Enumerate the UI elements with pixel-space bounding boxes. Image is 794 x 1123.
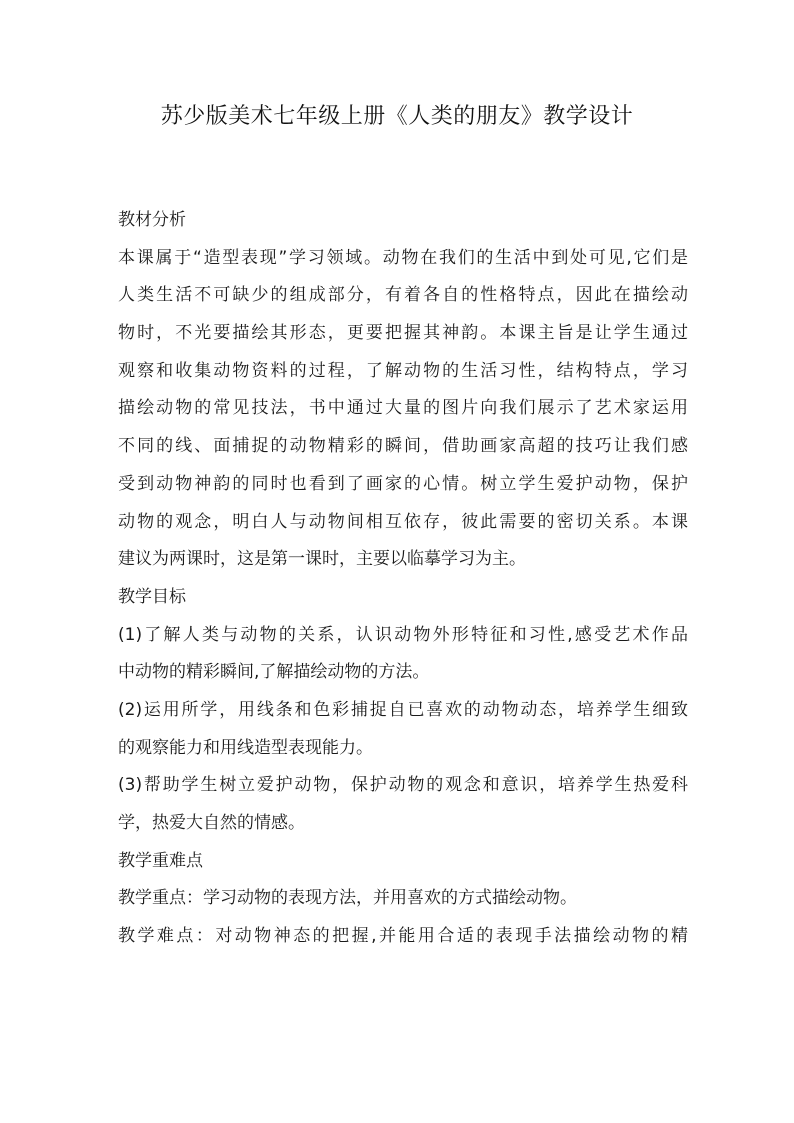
text-line: 观察和收集动物资料的过程，了解动物的生活习性，结构特点，学习 <box>118 360 688 381</box>
text-line: 本课属于“造型表现”学习领域。动物在我们的生活中到处可见,它们是 <box>118 247 688 268</box>
text-line: 中动物的精彩瞬间,了解描绘动物的方法。 <box>118 662 430 683</box>
text-line: 教学重点：学习动物的表现方法，并用喜欢的方式描绘动物。 <box>118 888 577 909</box>
text-line: (3)帮助学生树立爱护动物，保护动物的观念和意识，培养学生热爱科 <box>118 775 688 796</box>
text-line: 学，热爱大自然的情感。 <box>118 813 305 833</box>
text-line: 教学难点：对动物神态的把握,并能用合适的表现手法描绘动物的精 <box>118 926 688 947</box>
document-title: 苏少版美术七年级上册《人类的朋友》教学设计 <box>160 104 634 129</box>
text-line: 建议为两课时，这是第一课时，主要以临摹学习为主。 <box>118 549 526 570</box>
text-line: 教学目标 <box>118 586 186 607</box>
text-line: 物时，不光要描绘其形态，更要把握其神韵。本课主旨是让学生通过 <box>118 323 688 344</box>
text-line: (1)了解人类与动物的关系，认识动物外形特征和习性,感受艺术作品 <box>118 624 688 645</box>
text-line: 人类生活不可缺少的组成部分，有着各自的性格特点，因此在描绘动 <box>118 285 688 306</box>
document-body <box>118 202 688 956</box>
text-line: 不同的线、面捕捉的动物精彩的瞬间，借助画家高超的技巧让我们感 <box>118 436 688 457</box>
text-line: 动物的观念，明白人与动物间相互依存，彼此需要的密切关系。本课 <box>118 511 688 532</box>
text-line: (2)运用所学，用线条和色彩捕捉自已喜欢的动物动态，培养学生细致 <box>118 699 688 720</box>
text-line: 受到动物神韵的同时也看到了画家的心情。树立学生爱护动物，保护 <box>118 473 688 494</box>
text-line: 描绘动物的常见技法，书中通过大量的图片向我们展示了艺术家运用 <box>118 398 688 419</box>
text-line: 的观察能力和用线造型表现能力。 <box>118 737 373 758</box>
text-line: 教学重难点 <box>118 850 203 871</box>
text-line: 教材分析 <box>118 210 186 230</box>
